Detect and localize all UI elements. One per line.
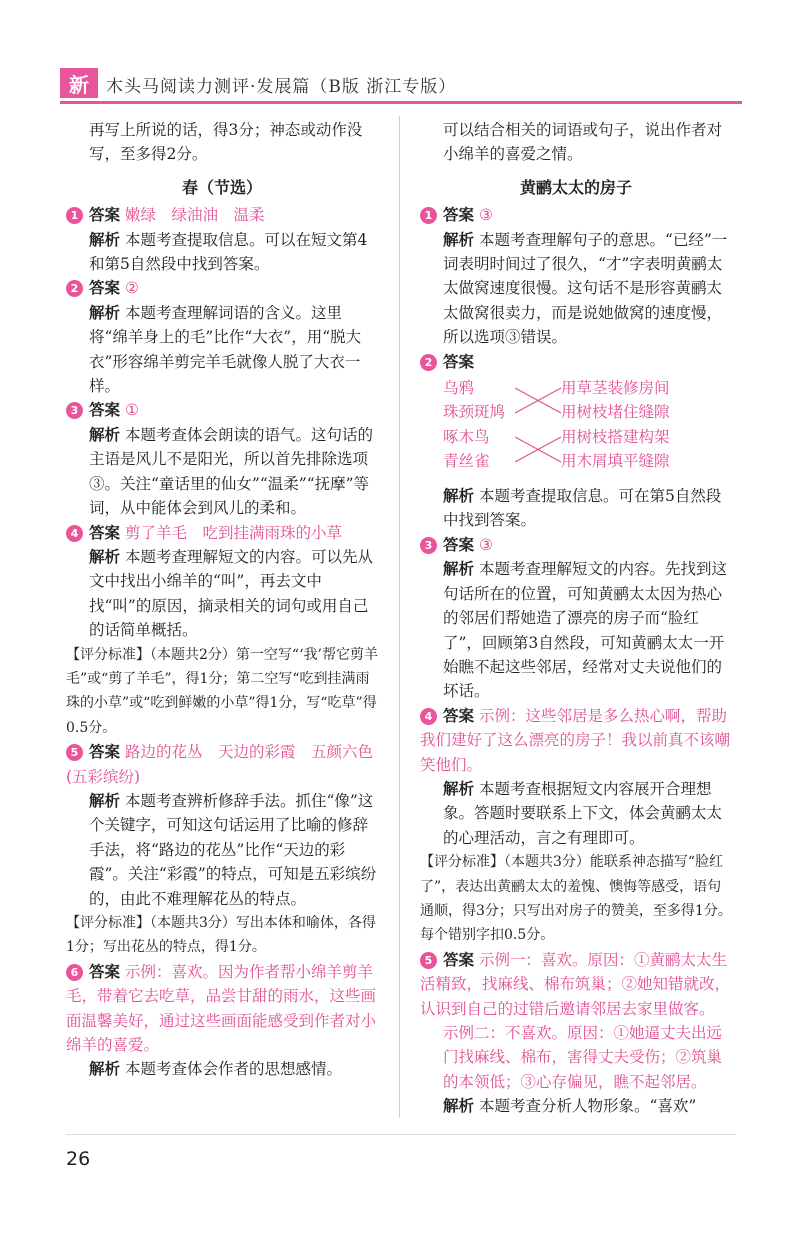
- match-right-item: 用木屑填平缝隙: [561, 452, 670, 471]
- question-number: 1: [66, 207, 83, 224]
- matching-diagram: [443, 376, 732, 484]
- left-q2-analysis: 解析 本题考查理解词语的含义。这里将“绵羊身上的毛”比作“大衣”，用“脱大衣”形容绵羊剪完羊毛就像人脱了大衣一样。: [89, 303, 362, 396]
- right-q4-answer: 4 答案 示例：这些邻居是多么热心啊，帮助我们建好了这么漂亮的房子！我以前真不该嘲笑他们。: [420, 706, 731, 774]
- page-number: 26: [66, 1148, 91, 1170]
- left-q6-answer: 6 答案 示例：喜欢。因为作者帮小绵羊剪羊毛，带着它去吃草，品尝甘甜的雨水，这些画面温馨美好，通过这些画面能感受到作者对小绵羊的喜爱。: [66, 962, 377, 1055]
- left-column: [66, 118, 378, 1082]
- column-divider: [399, 116, 400, 1118]
- left-intro: 再写上所说的话，得3分；神态或动作没写，至多得2分。: [89, 121, 363, 164]
- right-q2-answer: 2 答案: [420, 350, 732, 374]
- left-q6-analysis: 解析 本题考查体会作者的思想感情。: [89, 1060, 342, 1079]
- match-lines: [515, 376, 563, 476]
- match-left-item: 啄木鸟: [443, 427, 490, 446]
- question-number: 5: [66, 744, 83, 761]
- match-left-item: 青丝雀: [443, 452, 490, 471]
- left-q5-answer: 5 答案 路边的花丛 天边的彩霞 五颜六色(五彩缤纷): [66, 743, 373, 786]
- right-q2-analysis: 解析 本题考查提取信息。可在第5自然段中找到答案。: [443, 487, 722, 530]
- right-q5-answer: 5 答案 示例一：喜欢。原因：①黄鹂太太生活精致，找麻线、棉布筑巢；②她知错就改，认识到自己的过错后邀请邻居去家里做客。: [420, 950, 731, 1018]
- left-q2-answer: 2 答案 ②: [66, 276, 378, 300]
- right-intro: 可以结合相关的词语或句子，说出作者对小绵羊的喜爱之情。: [443, 121, 723, 164]
- question-number: 2: [66, 280, 83, 297]
- question-number: 6: [66, 964, 83, 981]
- right-q5-answer-example2: 示例二：不喜欢。原因：①她逼丈夫出远门找麻线、棉布，害得丈夫受伤；②筑巢的本领低；③心存偏见，瞧不起邻居。: [443, 1024, 723, 1091]
- question-number: 5: [420, 952, 437, 969]
- section-title-oriole: 黄鹂太太的房子: [519, 177, 632, 197]
- right-q4-analysis: 解析 本题考查根据短文内容展开合理想象。答题时要联系上下文，体会黄鹂太太的心理活动，言之有理即可。: [443, 779, 723, 847]
- question-number: 2: [420, 354, 437, 371]
- match-left-list: [443, 376, 521, 474]
- section-title-spring: 春（节选）: [181, 177, 262, 197]
- header-rule: [60, 101, 742, 104]
- question-number: 4: [66, 525, 83, 542]
- left-q1-analysis: 解析 本题考查提取信息。可以在短文第4和第5自然段中找到答案。: [89, 230, 368, 274]
- question-number: 4: [420, 708, 437, 725]
- left-q4-analysis: 解析 本题考查理解短文的内容。可以先从文中找出小绵羊的“叫”，再去文中找“叫”的原因，摘录相关的词句或用自己的话简单概括。: [89, 547, 373, 640]
- page-header: [60, 68, 742, 104]
- header-title: 木头马阅读力测评·发展篇（B版 浙江专版）: [106, 77, 457, 97]
- match-left-item: 乌鸦: [443, 379, 475, 398]
- question-number: 1: [420, 207, 437, 224]
- left-q5-analysis: 解析 本题考查辨析修辞手法。抓住“像”这个关键字，可知这句话运用了比喻的修辞手法，将“路边的花丛”比作“天边的彩霞”。关注“彩霞”的特点，可知是五彩缤纷的，由此不难理解花丛的特点。: [89, 791, 377, 908]
- left-q3-analysis: 解析 本题考查体会朗读的语气。这句话的主语是风儿不是阳光，所以首先排除选项③。关注“童话里的仙女”“温柔”“抚摩”等词，从中能体会到风儿的柔和。: [89, 425, 373, 518]
- right-column: [420, 118, 732, 1119]
- right-q1-answer: 1 答案 ③: [420, 203, 732, 227]
- left-q4-scoring: 【评分标准】（本题共2分）第一空写“‘我’帮它剪羊毛”或“剪了羊毛”，得1分；第二空写“吃到挂满雨珠的小草”或“吃到鲜嫩的小草”得1分，写“吃草”得0.5分。: [66, 646, 378, 736]
- right-q4-scoring: 【评分标准】（本题共3分）能联系神态描写“脸红了”，表达出黄鹂太太的羞愧、懊悔等感受，语句通顺，得3分；只写出对房子的赞美，至多得1分。每个错别字扣0.5分。: [420, 854, 732, 944]
- left-q3-answer: 3 答案 ①: [66, 398, 378, 422]
- match-right-item: 用树枝堵住缝隙: [561, 403, 670, 422]
- left-q4-answer: 4 答案 剪了羊毛 吃到挂满雨珠的小草: [66, 521, 378, 545]
- match-right-list: [561, 376, 670, 474]
- header-badge: 新: [60, 68, 98, 98]
- right-q1-analysis: 解析 本题考查理解句子的意思。“已经”一词表明时间过了很久，“才”字表明黄鹂太太做窝速度很慢。这句话不是形容黄鹂太太做窝很卖力，而是说她做窝的速度慢，所以选项③错误。: [443, 230, 728, 347]
- left-q1-answer: 1 答案 嫩绿 绿油油 温柔: [66, 203, 378, 227]
- left-q5-scoring: 【评分标准】（本题共3分）写出本体和喻体，各得1分；写出花丛的特点，得1分。: [66, 915, 376, 956]
- match-right-item: 用草茎装修房间: [561, 379, 670, 398]
- match-left-item: 珠颈斑鸠: [443, 403, 506, 422]
- footer-rule: [66, 1134, 736, 1135]
- match-right-item: 用树枝搭建构架: [561, 427, 670, 446]
- right-q3-analysis: 解析 本题考查理解短文的内容。先找到这句话所在的位置，可知黄鹂太太因为热心的邻居们帮她造了漂亮的房子而“脸红了”，回顾第3自然段，可知黄鹂太太一开始瞧不起这些邻居，经常对丈夫说他们的坏话。: [443, 560, 727, 701]
- question-number: 3: [66, 402, 83, 419]
- right-q5-analysis: 解析 本题考查分析人物形象。“喜欢”: [443, 1097, 697, 1116]
- right-q3-answer: 3 答案 ③: [420, 533, 732, 557]
- question-number: 3: [420, 537, 437, 554]
